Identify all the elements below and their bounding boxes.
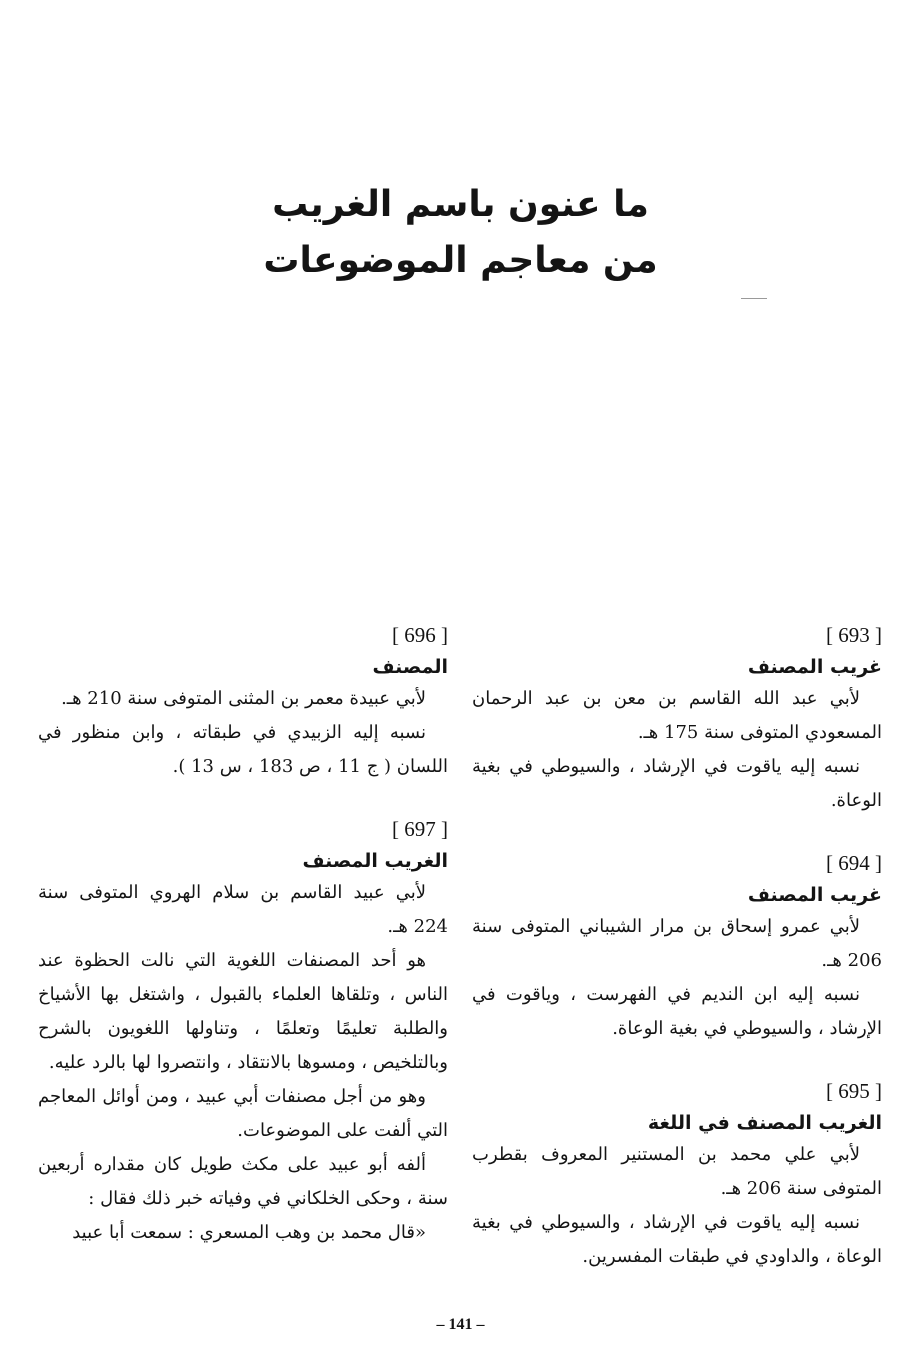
page-title-line-2: من معاجم الموضوعات [263, 240, 658, 281]
entry-number: [ 696 ] [392, 623, 448, 647]
entry-paragraph: نسبه إليه ابن النديم في الفهرست ، وياقوت في الإرشاد ، والسيوطي في بغية الوعاة. [472, 984, 882, 1039]
entry-694 [472, 848, 882, 1046]
entry-697 [38, 814, 448, 1250]
right-column [472, 620, 882, 1304]
entry-number: [ 697 ] [392, 817, 448, 841]
entry-paragraph: ألفه أبو عبيد على مكث طويل كان مقداره أربعين سنة ، وحكى الخلكاني في وفياته خبر ذلك فقال : [38, 1154, 448, 1209]
entry-number: [ 695 ] [826, 1079, 882, 1103]
entry-paragraph: لأبي عمرو إسحاق بن مرار الشيباني المتوفى سنة 206 هـ. [472, 916, 882, 971]
entry-paragraph: وهو من أجل مصنفات أبي عبيد ، ومن أوائل المعاجم التي ألفت على الموضوعات. [38, 1086, 448, 1141]
entry-693 [472, 620, 882, 818]
left-column [38, 620, 448, 1280]
entry-paragraph: «قال محمد بن وهب المسعري : سمعت أبا عبيد [72, 1222, 426, 1243]
entry-number: [ 693 ] [826, 623, 882, 647]
entry-695 [472, 1076, 882, 1274]
page-number: – 141 – [436, 1316, 485, 1333]
entry-paragraph: لأبي عبد الله القاسم بن معن بن عبد الرحمان المسعودي المتوفى سنة 175 هـ. [472, 688, 882, 743]
entry-paragraph: لأبي علي محمد بن المستنير المعروف بقطرب المتوفى سنة 206 هـ. [472, 1144, 882, 1199]
decorative-rule [741, 298, 767, 299]
entry-paragraph: نسبه إليه ياقوت في الإرشاد ، والسيوطي في بغية الوعاة ، والداودي في طبقات المفسرين. [472, 1212, 882, 1267]
entry-heading: غريب المصنف [747, 884, 882, 906]
entry-heading: غريب المصنف [747, 656, 882, 678]
entry-heading: المصنف [372, 656, 448, 678]
entry-paragraph: لأبي عبيدة معمر بن المثنى المتوفى سنة 210 هـ. [61, 688, 426, 709]
page-title-line-1: ما عنون باسم الغريب [272, 184, 649, 225]
entry-heading: الغريب المصنف في اللغة [647, 1112, 882, 1134]
entry-paragraph: لأبي عبيد القاسم بن سلام الهروي المتوفى سنة 224 هـ. [38, 882, 448, 937]
entry-696 [38, 620, 448, 784]
entry-paragraph: نسبه إليه الزبيدي في طبقاته ، وابن منظور في اللسان ( ج 11 ، ص 183 ، س 13 ). [38, 722, 448, 777]
entry-paragraph: نسبه إليه ياقوت في الإرشاد ، والسيوطي في بغية الوعاة. [472, 756, 882, 811]
entry-number: [ 694 ] [826, 851, 882, 875]
entry-paragraph: هو أحد المصنفات اللغوية التي نالت الحظوة عند الناس ، وتلقاها العلماء بالقبول ، واشتغل بها الأشياخ والطلبة تعليمًا وتعلمًا ، وتناولها اللغويون بالشرح وبالتلخيص ، ومسوها بالانتقاد ، وانتصروا لها بالرد عليه. [38, 950, 448, 1073]
entry-heading: الغريب المصنف [302, 850, 448, 872]
